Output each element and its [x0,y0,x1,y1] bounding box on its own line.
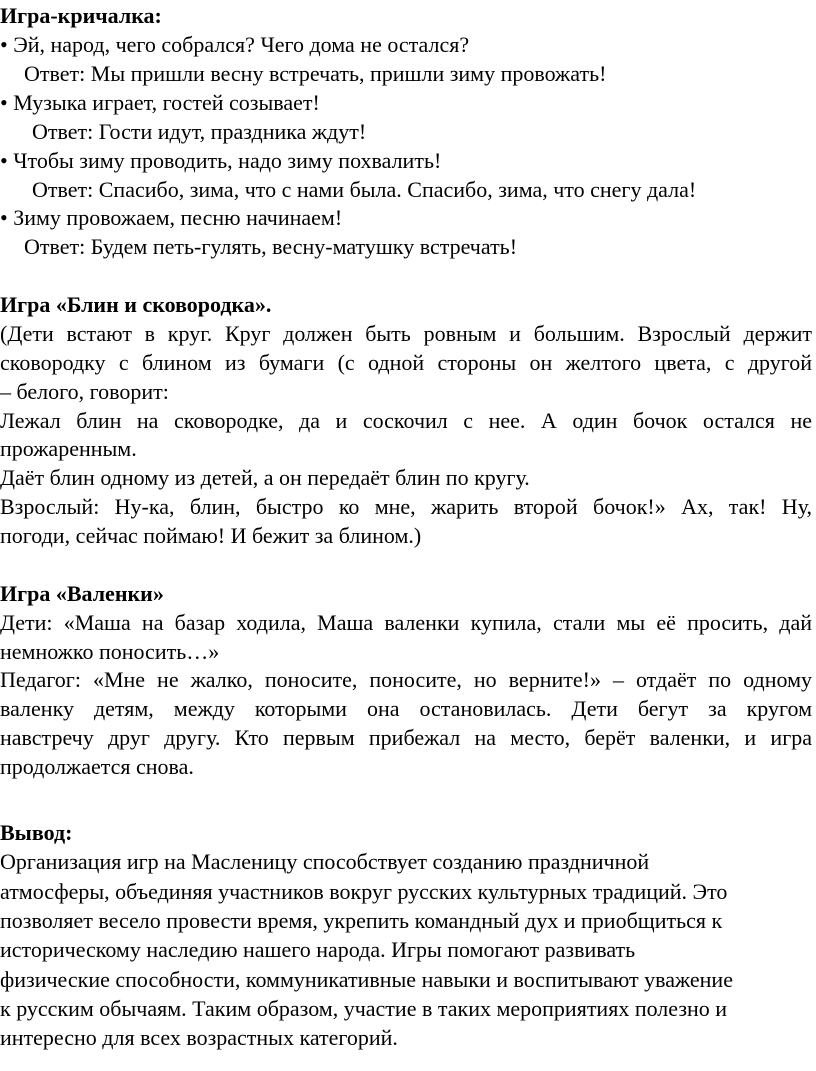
game1-answer-2: Ответ: Гости идут, праздника ждут! [32,119,367,144]
game2-line-5: прожаренным. [0,436,137,461]
game1-title: Игра-кричалка: [0,3,162,28]
game1-answer-3: Ответ: Спасибо, зима, что с нами была. Спасибо, зима, что снегу дала! [32,177,697,202]
game3-line-5: навстречу друг другу. Кто первым прибежал на место, берёт валенки, и игра [0,725,812,750]
game3-line-2: немножко поносить…» [0,639,220,664]
game1-call-1: • Эй, народ, чего собрался? Чего дома не остался? [0,32,470,57]
game3-line-1: Дети: «Маша на базар ходила, Маша валенки купила, стали мы её просить, дай [0,610,812,635]
game1-answer-4: Ответ: Будем петь-гулять, весну-матушку встречать! [24,234,518,259]
conclusion-line-4: историческому наследию нашего народа. Игры помогают развивать [0,937,636,962]
game2-line-2: сковородку с блином из бумаги (с одной стороны он желтого цвета, с другой [0,350,812,375]
game3-line-4: валенку детям, между которыми она остановилась. Дети бегут за кругом [0,696,812,721]
game2-title: Игра «Блин и сковородка». [0,292,272,317]
game2-line-8: погоди, сейчас поймаю! И бежит за блином.) [0,523,422,548]
conclusion-line-6: к русским обычаям. Таким образом, участие в таких мероприятиях полезно и [0,996,728,1021]
game1-call-2: • Музыка играет, гостей созывает! [0,90,320,115]
game2-line-1: (Дети встают в круг. Круг должен быть ровным и большим. Взрослый держит [0,321,812,346]
conclusion-line-1: Организация игр на Масленицу способствует созданию праздничной [0,849,650,874]
conclusion-line-5: физические способности, коммуникативные навыки и воспитывают уважение [0,967,733,992]
game3-line-3: Педагог: «Мне не жалко, поносите, поносите, но верните!» – отдаёт по одному [0,667,812,692]
game3-title: Игра «Валенки» [0,581,164,606]
game2-line-7: Взрослый: Ну-ка, блин, быстро ко мне, жарить второй бочок!» Ах, так! Ну, [0,494,812,519]
conclusion-line-7: интересно для всех возрастных категорий. [0,1025,398,1050]
game2-line-3: – белого, говорит: [0,379,169,404]
conclusion-line-3: позволяет весело провести время, укрепить командный дух и приобщиться к [0,908,723,933]
conclusion-line-2: атмосферы, объединяя участников вокруг русских культурных традиций. Это [0,879,728,904]
game1-call-4: • Зиму провожаем, песню начинаем! [0,205,343,230]
game2-line-4: Лежал блин на сковородке, да и соскочил с нее. А один бочок остался не [0,408,812,433]
game1-answer-1: Ответ: Мы пришли весну встречать, пришли зиму провожать! [24,61,607,86]
game2-line-6: Даёт блин одному из детей, а он передаёт блин по кругу. [0,465,530,490]
game1-call-3: • Чтобы зиму проводить, надо зиму похвалить! [0,148,442,173]
game3-line-6: продолжается снова. [0,754,194,779]
conclusion-title: Вывод: [0,820,73,845]
